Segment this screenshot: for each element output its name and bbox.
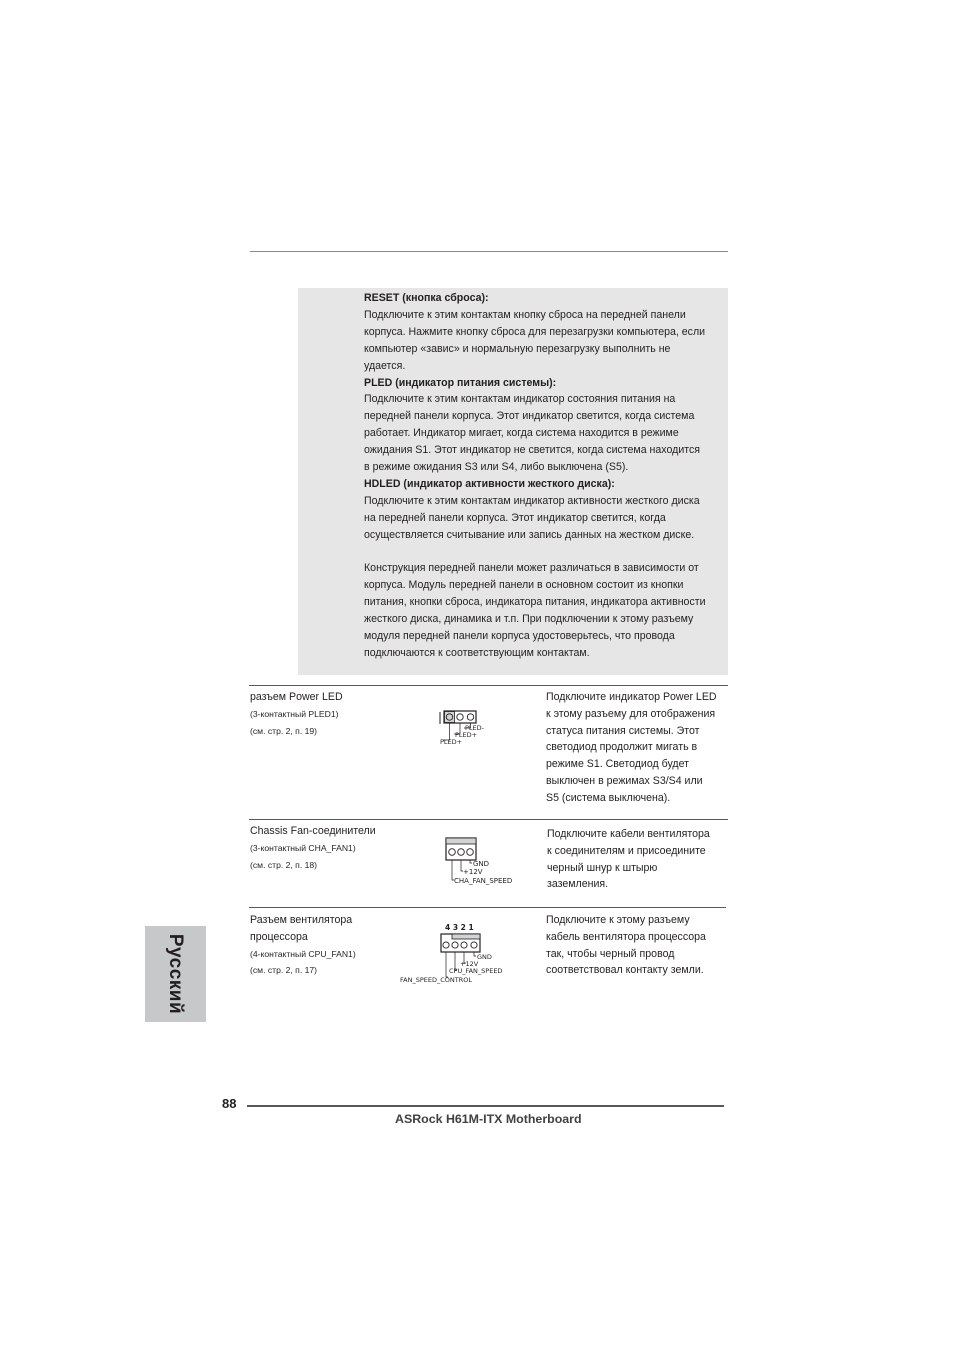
pin-label: +12V bbox=[460, 960, 479, 968]
cpu-fan-ref: (см. стр. 2, п. 17) bbox=[250, 965, 318, 976]
power-led-diagram bbox=[434, 706, 514, 748]
pin-label: PLED- bbox=[465, 724, 484, 732]
pin-2 bbox=[461, 942, 467, 948]
desc-line: Подключите к этому разъему bbox=[546, 914, 690, 926]
pin-1 bbox=[449, 849, 456, 856]
top-rule bbox=[250, 251, 728, 252]
section-divider bbox=[249, 907, 726, 908]
cpu-fan-pins: (4-контактный CPU_FAN1) bbox=[250, 948, 356, 959]
desc-line: Подключите индикатор Power LED bbox=[546, 691, 717, 703]
section-divider bbox=[249, 685, 728, 686]
pin-label: FAN_SPEED_CONTROL bbox=[400, 976, 472, 984]
connector-key bbox=[452, 934, 480, 939]
chassis-fan-ref: (см. стр. 2, п. 18) bbox=[250, 859, 318, 870]
desc-line: соответствовал контакту земли. bbox=[546, 964, 704, 977]
pled-line: передней панели корпуса. Этот индикатор светится, когда система bbox=[364, 410, 695, 423]
pin-numbers: 4 3 2 1 bbox=[445, 923, 474, 932]
pin-4 bbox=[443, 942, 449, 948]
pled-heading: PLED (индикатор питания системы): bbox=[364, 376, 557, 389]
cpu-fan-name: процессора bbox=[250, 930, 308, 943]
desc-line: S5 (система выключена). bbox=[546, 791, 671, 804]
pled-line: в режиме ожидания S3 или S4, либо выключена (S5). bbox=[364, 461, 629, 474]
note-line: подключаются к соответствующим контактам. bbox=[364, 647, 590, 660]
hdled-line: на передней панели корпуса. Этот индикатор светится, когда bbox=[364, 511, 666, 524]
note-line: модуля передней панели корпуса удостоверьтесь, что провода bbox=[364, 630, 675, 643]
desc-line: к этому разъему для отображения bbox=[546, 707, 716, 720]
pin-label: PLED+ bbox=[440, 738, 463, 746]
page-number: 88 bbox=[222, 1096, 237, 1111]
pin-label: GND bbox=[477, 953, 492, 961]
power-led-name: разъем Power LED bbox=[250, 691, 343, 703]
cpu-fan-diagram bbox=[396, 920, 516, 986]
pin-label: CPU_FAN_SPEED bbox=[449, 967, 503, 975]
desc-line: к соединителям и присоедините bbox=[547, 844, 706, 857]
pin-label: CHA_FAN_SPEED bbox=[454, 877, 513, 885]
reset-line: Подключите к этим контактам кнопку сброса на передней панели bbox=[364, 308, 686, 321]
chassis-fan-label-block bbox=[250, 823, 376, 873]
desc-line: так, чтобы черный провод bbox=[546, 947, 675, 960]
pin-2 bbox=[457, 714, 463, 720]
footer-title: ASRock H61M-ITX Motherboard bbox=[395, 1112, 582, 1126]
power-led-description bbox=[546, 689, 728, 807]
section-divider bbox=[249, 819, 728, 820]
hdled-line: осуществляется считывание или запись данных на жестком диске. bbox=[364, 528, 695, 541]
cpu-fan-name: Разъем вентилятора bbox=[250, 914, 353, 926]
chassis-fan-name: Chassis Fan-соединители bbox=[250, 825, 376, 837]
pin-label: GND bbox=[473, 860, 490, 868]
pled-line: Подключите к этим контактам индикатор состояния питания на bbox=[364, 393, 676, 406]
desc-line: статуса питания системы. Этот bbox=[546, 724, 700, 737]
connector-key bbox=[446, 838, 476, 844]
pin-label: PLED+ bbox=[455, 731, 478, 739]
language-tab bbox=[145, 926, 206, 1022]
reset-heading: RESET (кнопка сброса): bbox=[364, 292, 489, 304]
reset-line: компьютер «завис» и нормальную перезагрузку выполнить не bbox=[364, 342, 671, 355]
chassis-fan-description bbox=[547, 826, 727, 893]
note-line: жесткого диска, динамика и т.п. При подключении к этому разъему bbox=[364, 613, 694, 626]
reset-line: удается. bbox=[364, 359, 406, 372]
desc-line: кабель вентилятора процессора bbox=[546, 930, 706, 943]
pin-2 bbox=[458, 849, 465, 856]
reset-line: корпуса. Нажмите кнопку сброса для перезагрузки компьютера, если bbox=[364, 325, 706, 338]
pled-line: ожидания S1. Этот индикатор не светится, когда система находится bbox=[364, 444, 700, 457]
cpu-fan-description bbox=[546, 912, 726, 979]
power-led-label-block bbox=[250, 689, 343, 739]
pled-line: работает. Индикатор мигает, когда система находится в режиме bbox=[364, 427, 679, 440]
language-tab-label: Русский bbox=[165, 933, 186, 1015]
pin-3 bbox=[452, 942, 458, 948]
power-led-ref: (см. стр. 2, п. 19) bbox=[250, 725, 318, 736]
desc-line: черный шнур к штырю bbox=[547, 861, 658, 874]
desc-line: режиме S1. Светодиод будет bbox=[546, 758, 689, 771]
chassis-fan-pins: (3-контактный CHA_FAN1) bbox=[250, 842, 356, 853]
note-line: питания, кнопки сброса, индикатора питания, индикатора активности bbox=[364, 596, 706, 609]
front-panel-text bbox=[364, 290, 730, 662]
note-line: Конструкция передней панели может различаться в зависимости от bbox=[364, 562, 699, 575]
hdled-line: Подключите к этим контактам индикатор активности жесткого диска bbox=[364, 494, 700, 507]
desc-line: выключен в режимах S3/S4 или bbox=[546, 774, 703, 787]
footer-rule bbox=[247, 1105, 724, 1107]
pin-1 bbox=[471, 942, 477, 948]
pin-label: +12V bbox=[463, 868, 483, 876]
desc-line: заземления. bbox=[547, 878, 609, 891]
power-led-pins: (3-контактный PLED1) bbox=[250, 708, 339, 719]
cpu-fan-label-block bbox=[250, 912, 356, 979]
hdled-heading: HDLED (индикатор активности жесткого диска): bbox=[364, 477, 615, 490]
chassis-fan-diagram bbox=[440, 834, 520, 888]
desc-line: светодиод продолжит мигать в bbox=[546, 741, 698, 754]
note-line: корпуса. Модуль передней панели в основном состоит из кнопки bbox=[364, 579, 684, 592]
pin-3 bbox=[467, 714, 473, 720]
desc-line: Подключите кабели вентилятора bbox=[547, 828, 710, 840]
pin-3 bbox=[467, 849, 474, 856]
